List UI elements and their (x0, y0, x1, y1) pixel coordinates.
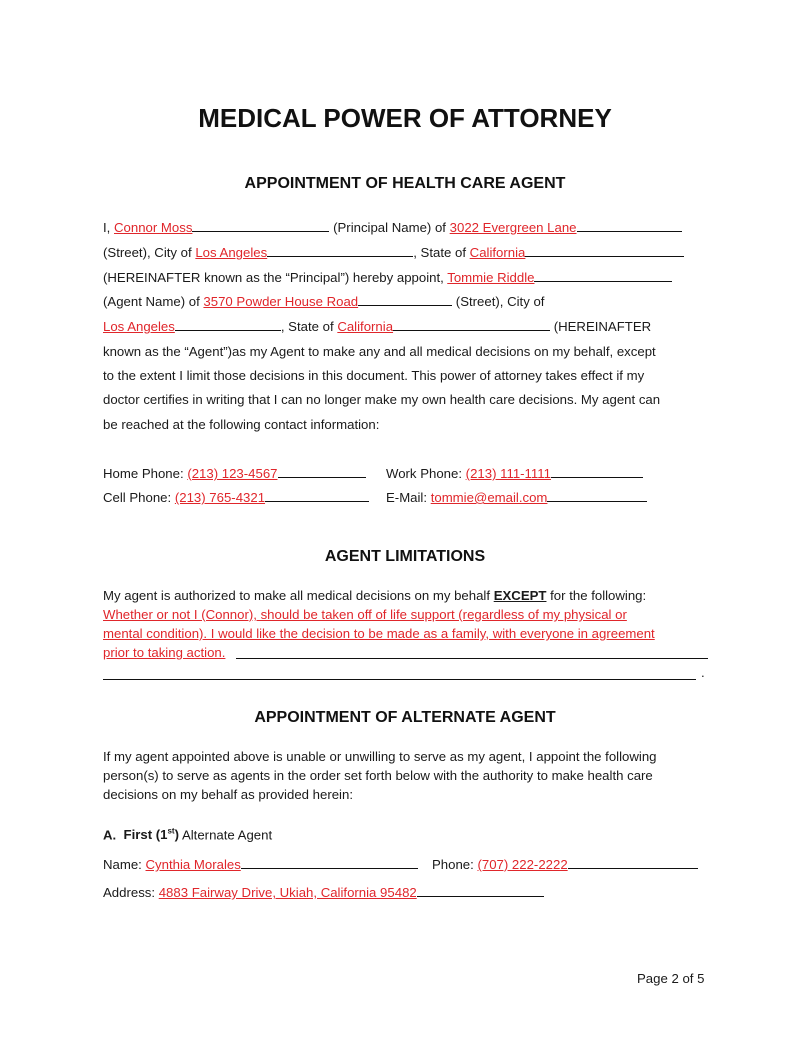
alternate-address-value[interactable]: 4883 Fairway Drive, Ukiah, California 95482 (158, 885, 417, 900)
alternate-name-blank (241, 857, 418, 869)
alternate-heading: APPOINTMENT OF ALTERNATE AGENT (254, 709, 556, 726)
work-phone-value[interactable]: (213) 111-1111 (465, 466, 551, 481)
street-city-label: (Street), City of (103, 245, 192, 260)
i-label: I, (103, 220, 111, 235)
limitations-extra-blank (103, 679, 696, 680)
alternate-name-label: Name: (103, 857, 142, 872)
item-first-text: First (1 (123, 827, 168, 843)
alternate-address-blank (417, 885, 544, 897)
alternate-phone-blank (568, 857, 698, 869)
work-phone-blank (551, 466, 643, 478)
alternate-name-value[interactable]: Cynthia Morales (145, 857, 241, 872)
item-close: ) (174, 827, 180, 843)
principal-street-blank (577, 220, 682, 232)
limitations-intro-after: for the following: (550, 588, 647, 603)
home-phone-blank (278, 466, 366, 478)
agent-city-blank (175, 319, 281, 331)
agent-paragraph-line-4: be reached at the following contact information: (103, 417, 380, 432)
alternate-address-label: Address: (103, 885, 156, 900)
item-sup: st (167, 827, 175, 836)
principal-city-blank (267, 245, 413, 257)
agent-paragraph-line-3: doctor certifies in writing that I can no longer make my own health care decisions. My agent can (103, 392, 661, 407)
alternate-paragraph-line-2: person(s) to serve as agents in the order set forth below with the authority to make health care (103, 768, 653, 783)
email-value[interactable]: tommie@email.com (430, 490, 548, 505)
alternate-phone-label: Phone: (432, 857, 474, 872)
cell-phone-label: Cell Phone: (103, 490, 172, 505)
agent-city-line (103, 319, 651, 334)
email-blank (547, 490, 647, 502)
limitations-heading: AGENT LIMITATIONS (324, 548, 486, 565)
home-phone-value[interactable]: (213) 123-4567 (187, 466, 278, 481)
document-title: MEDICAL POWER OF ATTORNEY (198, 103, 612, 133)
limitations-line-2[interactable]: mental condition). I would like the decision to be made as a family, with everyone in agreement (103, 626, 655, 641)
limitations-intro (103, 588, 646, 603)
work-phone-label: Work Phone: (386, 466, 462, 481)
limitations-intro-before: My agent is authorized to make all medical decisions on my behalf (103, 588, 491, 603)
item-first (124, 827, 180, 842)
agent-paragraph-line-2: to the extent I limit those decisions in this document. This power of attorney takes effect if my (103, 368, 645, 383)
email-label: E-Mail: (386, 490, 428, 505)
limitations-end-period: . (701, 665, 705, 680)
cell-phone-value[interactable]: (213) 765-4321 (174, 490, 266, 505)
state-label: , State of (413, 245, 466, 260)
page-number: Page 2 of 5 (637, 971, 705, 986)
cell-phone-field (103, 490, 369, 505)
agent-street-city-label: (Street), City of (455, 294, 545, 309)
principal-name-value[interactable]: Connor Moss (114, 220, 193, 235)
agent-name-value[interactable]: Tommie Riddle (447, 270, 535, 285)
appointment-heading: APPOINTMENT OF HEALTH CARE AGENT (244, 175, 566, 192)
agent-name-blank (534, 270, 672, 282)
alternate-phone-value[interactable]: (707) 222-2222 (477, 857, 568, 872)
agent-street-value[interactable]: 3570 Powder House Road (203, 294, 359, 309)
limitations-line-3 (103, 645, 225, 660)
principal-name-label: (Principal Name) of (333, 220, 446, 235)
principal-city-value[interactable]: Los Angeles (195, 245, 268, 260)
limitations-line-3-text[interactable]: prior to taking action. (103, 645, 226, 660)
alternate-paragraph-line-3: decisions on my behalf as provided herein: (103, 787, 353, 802)
principal-city-line (103, 245, 684, 260)
cell-phone-blank (265, 490, 369, 502)
item-letter: A. (103, 827, 117, 843)
except-word: EXCEPT (493, 588, 547, 603)
agent-city-value[interactable]: Los Angeles (103, 319, 175, 334)
limitations-line-3-blank (236, 658, 708, 659)
principal-street-value[interactable]: 3022 Evergreen Lane (449, 220, 577, 235)
alternate-paragraph-line-1: If my agent appointed above is unable or unwilling to serve as my agent, I appoint the following (103, 749, 657, 764)
home-phone-label: Home Phone: (103, 466, 184, 481)
agent-state-blank (393, 319, 550, 331)
alternate-phone-field (432, 857, 698, 872)
agent-state-label: , State of (280, 319, 334, 334)
principal-line (103, 220, 682, 235)
limitations-line-1[interactable]: Whether or not I (Connor), should be taken off of life support (regardless of my physical or (103, 607, 627, 622)
email-field (386, 490, 647, 505)
agent-street-blank (358, 294, 452, 306)
principal-name-blank (192, 220, 329, 232)
principal-state-value[interactable]: California (469, 245, 526, 260)
hereinafter-label: (HEREINAFTER (553, 319, 652, 334)
agent-street-line (103, 294, 544, 309)
alternate-address-field (103, 885, 544, 900)
agent-state-value[interactable]: California (337, 319, 394, 334)
home-phone-field (103, 466, 366, 481)
agent-name-label: (Agent Name) of (103, 294, 200, 309)
principal-state-blank (525, 245, 684, 257)
work-phone-field (386, 466, 643, 481)
appoint-line (103, 270, 672, 285)
hereinafter-principal-text: (HEREINAFTER known as the “Principal”) hereby appoint, (103, 270, 444, 285)
agent-paragraph-line-1: known as the “Agent”)as my Agent to make any and all medical decisions on my behalf, except (103, 344, 656, 359)
alternate-item-a (103, 824, 272, 842)
alternate-name-field (103, 857, 418, 872)
item-rest: Alternate Agent (181, 827, 273, 843)
